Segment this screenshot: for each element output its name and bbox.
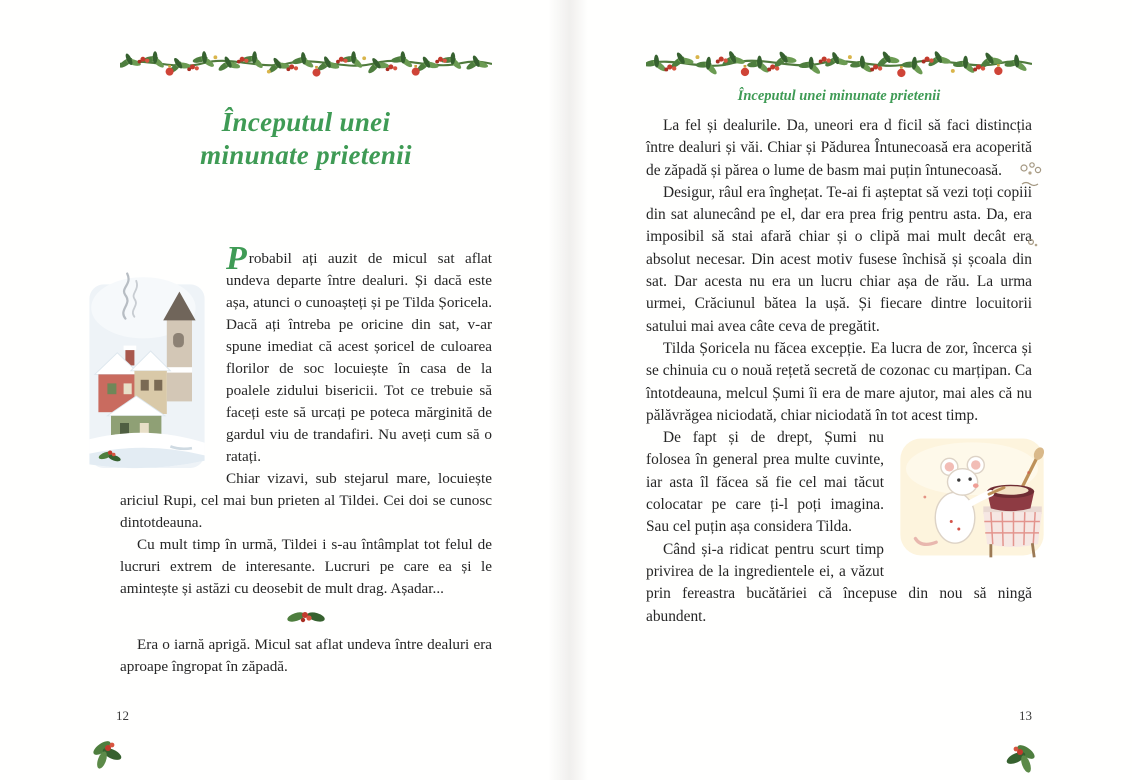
running-header: Începutul unei minunate prietenii [737,88,941,104]
margin-doodle-icon [1026,236,1040,250]
paragraph: Când și-a ridicat pentru scurt timp privirea de la ingredientele ei, a văzut prin fereastra bucătăriei că începuse din nou să ningă abundent. [646,540,1032,625]
chapter-title [120,106,492,172]
margin-doodle-icon [1018,160,1048,190]
chapter-title-line1: Începutul unei [221,107,391,137]
chapter-title-line2: minunate prietenii [200,140,412,170]
paragraph: De fapt și de drept, Șumi nu folosea în general prea multe cuvinte, iar asta îl făcea să fie cel mai tăcut colocatar pe care ți-l poți imagina. Sau cel puțin așa considera Tilda. [646,429,884,536]
holly-corner-icon [1002,740,1038,774]
snowy-village-church-illustration [84,250,210,488]
page-right [566,0,1132,780]
right-page-text [646,115,1032,628]
paragraph: Tilda Șoricela nu făcea excepție. Ea lucra de zor, încerca și se chinuia cu o nouă rețetă secretă de cozonac cu marțipan. Ca întotdeauna, melcul Șumi îi era de mare ajutor, mai ales că nu pălăvrăgea niciodată, chiar niciodată în tot acest timp. [646,339,1032,424]
paragraph: Cu mult timp în urmă, Tildei i s-au întâmplat tot felul de lucruri extrem de interesante. Lucruri pe care ea și le amintește și astăzi cu deosebit de mult drag. Așadar... [120,536,492,597]
paragraph: Chiar vizavi, sub stejarul mare, locuiește ariciul Rupi, cel mai bun prieten al Tildei. Cei doi se cunosc dintotdeauna. [120,470,492,531]
christmas-garland-icon [120,46,492,82]
holly-sprig-divider-icon [120,607,492,627]
paragraph: Desigur, râul era înghețat. Te-ai fi așteptat să vezi toți copiii din sat alunecând pe el, dar era prea frig pentru asta. Da, era imposibil să stai afară chiar și o clipă mai mult decât era absolut necesar. Din acest motiv fusese închisă și școala din sat. Dar acesta nu era un lucru chiar așa de rău. La urma urmei, Crăciunul bătea la ușă. Și fiecare dintre locuitorii satului mai avea câte ceva de pregătit. [646,183,1032,335]
holly-corner-icon [90,736,126,770]
white-mouse-baking-illustration [896,431,1048,563]
page-number: 12 [116,708,129,723]
drop-cap: P [226,240,247,277]
paragraph-text: robabil ați auzit de micul sat aflat undeva departe între dealuri. Și dacă este așa, atunci o cunoașteți și pe Tilda Șoricela. Dacă ați întreba pe oricine din sat, v-ar spune imediat că acest șoricel de culoarea florilor de soc locuiește în casa de la poalele zidului bisericii. Tot ce trebuie să faceți este să urcați pe poteca mărginită de gardul viu de trandafiri. Nu aveți cum să o ratați. [226,250,492,465]
christmas-garland-icon [646,46,1032,82]
left-page-text [120,240,492,678]
paragraph: Era o iarnă aprigă. Micul sat aflat undeva între dealuri era aproape îngropat în zăpadă. [120,636,492,675]
paragraph: La fel și dealurile. Da, uneori era d ficil să faci distincția între dealuri și văi. Chiar și Pădurea Întunecoasă era acoperită de zăpadă și părea o lume de basm mai puțin întunecoasă. [646,117,1032,179]
page-number: 13 [1019,708,1032,723]
